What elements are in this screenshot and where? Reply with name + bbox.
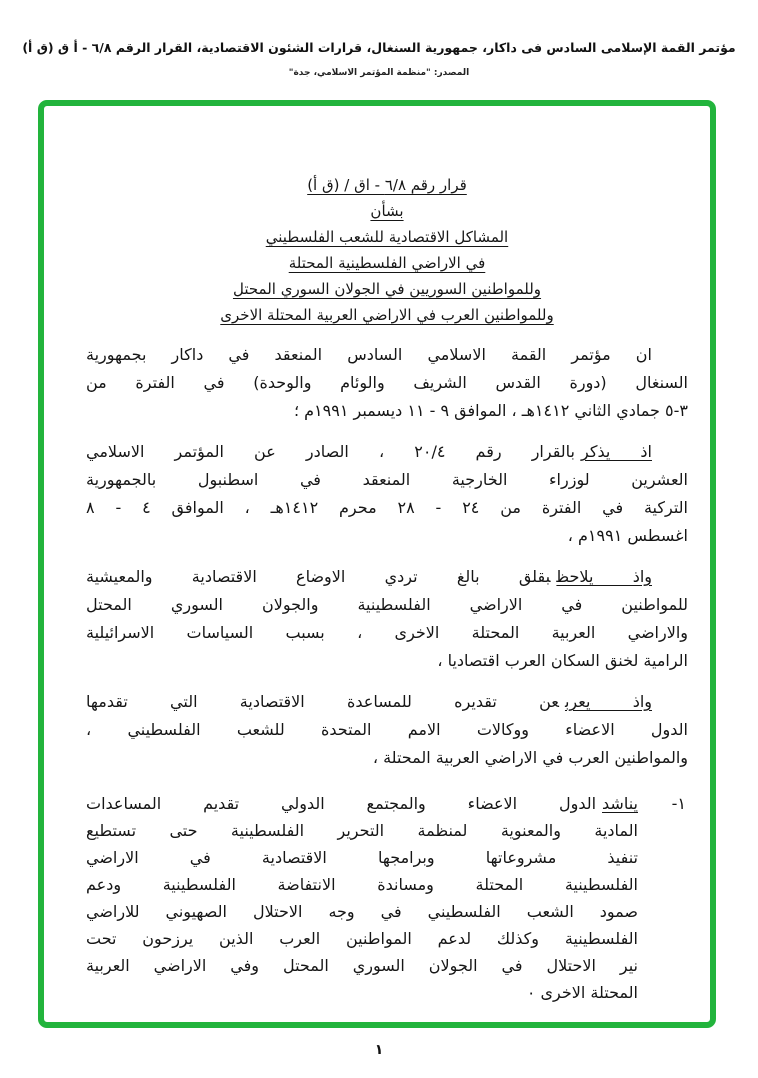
clause-line: نير الاحتلال في الجولان السوري المحتل وفي الاراضي العربية [86,956,638,975]
clause-number: ١- [671,794,686,813]
preamble-paragraph-3 [86,563,688,675]
underlined-lead-phrase: اذ يذكر [581,442,652,461]
paragraph-line: الرامية لخنق السكان العرب اقتصاديا ، [437,651,688,670]
paragraph-line: والمواطنين العرب في الاراضي العربية المحتلة ، [372,748,688,767]
clause-line: الفلسطينية المحتلة ومساندة الانتفاضة الفلسطينية ودعم [86,875,638,894]
paragraph-line: ان مؤتمر القمة الاسلامي السادس المنعقد في داكار بجمهورية [86,345,652,364]
title-subject-line-4: وللمواطنين العرب في الاراضي العربية المحتلة الاخرى [220,306,554,324]
paragraph-line [86,438,688,466]
page-number: ١ [374,1042,384,1058]
underlined-lead-phrase: واذ يعرب [564,692,652,711]
scanned-document-frame [38,100,716,1028]
paragraph-line: العشرين لوزراء الخارجية المنعقد في اسطنبول بالجمهورية [86,470,688,489]
header-source: المصدر: "منظمة المؤتمر الاسلامي، جدة" [288,68,470,78]
preamble-paragraph-1 [86,341,688,425]
resolution-number-line: قرار رقم ٦/٨ - اق / (ق أ) [307,176,467,194]
clause-line [86,790,638,817]
header-citation: مؤتمر القمة الإسلامى السادس فى داكار، جمهورية السنغال، قرارات الشئون الاقتصادية، القرار الرقم ٦/٨ - أ ق (ق أ) [22,40,736,55]
clause-line: المادية والمعنوية لمنظمة التحرير الفلسطينية حتى تستطيع [86,821,638,840]
underlined-lead-phrase: واذ يلاحظ [556,567,652,586]
resolution-title-block [86,172,688,328]
underlined-lead-phrase: يناشد [602,794,638,813]
clause-line: المحتلة الاخرى ٠ [526,983,638,1002]
preamble-paragraph-4 [86,688,688,772]
lead-line-rest: بالقرار رقم ٢٠/٤ ، الصادر عن المؤتمر الاسلامي [86,442,575,461]
paragraph-line [86,688,688,716]
clause-line: الفلسطينية وكذلك لدعم المواطنين العرب الذين يرزحون تحت [86,929,638,948]
paragraph-line [86,563,688,591]
operative-clause-1 [86,790,688,1006]
title-subject-line-3: وللمواطنين السوريين في الجولان السوري المحتل [232,280,542,298]
paragraph-line: اغسطس ١٩٩١م ، [567,526,688,545]
title-subject-line-2: في الاراضي الفلسطينية المحتلة [288,254,486,272]
paragraph-line: الدول الاعضاء ووكالات الامم المتحدة للشعب الفلسطيني ، [86,720,688,739]
title-regarding-line: بشأن [370,202,404,220]
paragraph-line: ٣-٥ جمادي الثاني ١٤١٢هـ ، الموافق ٩ - ١١ ديسمبر ١٩٩١م ؛ [293,401,688,420]
lead-line-rest: الدول الاعضاء والمجتمع الدولي تقديم المساعدات [86,794,597,813]
title-subject-line-1: المشاكل الاقتصادية للشعب الفلسطيني [265,228,509,246]
paragraph-line: للمواطنين في الاراضي الفلسطينية والجولان السوري المحتل [86,595,688,614]
paragraph-line: السنغال (دورة القدس الشريف والوئام والوحدة) في الفترة من [86,373,688,392]
paragraph-line: التركية في الفترة من ٢٤ - ٢٨ محرم ١٤١٢هـ ، الموافق ٤ - ٨ [86,498,688,517]
lead-line-rest: عن تقديره للمساعدة الاقتصادية التي تقدمها [86,692,559,711]
clause-line: صمود الشعب الفلسطيني في وجه الاحتلال الصهيوني للاراضي [86,902,638,921]
preamble-paragraph-2 [86,438,688,550]
clause-line: تنفيذ مشروعاتها وبرامجها الاقتصادية في الاراضي [86,848,638,867]
lead-line-rest: بقلق بالغ تردي الاوضاع الاقتصادية والمعيشية [86,567,551,586]
paragraph-line: والاراضي العربية المحتلة الاخرى ، بسبب السياسات الاسرائيلية [86,623,688,642]
